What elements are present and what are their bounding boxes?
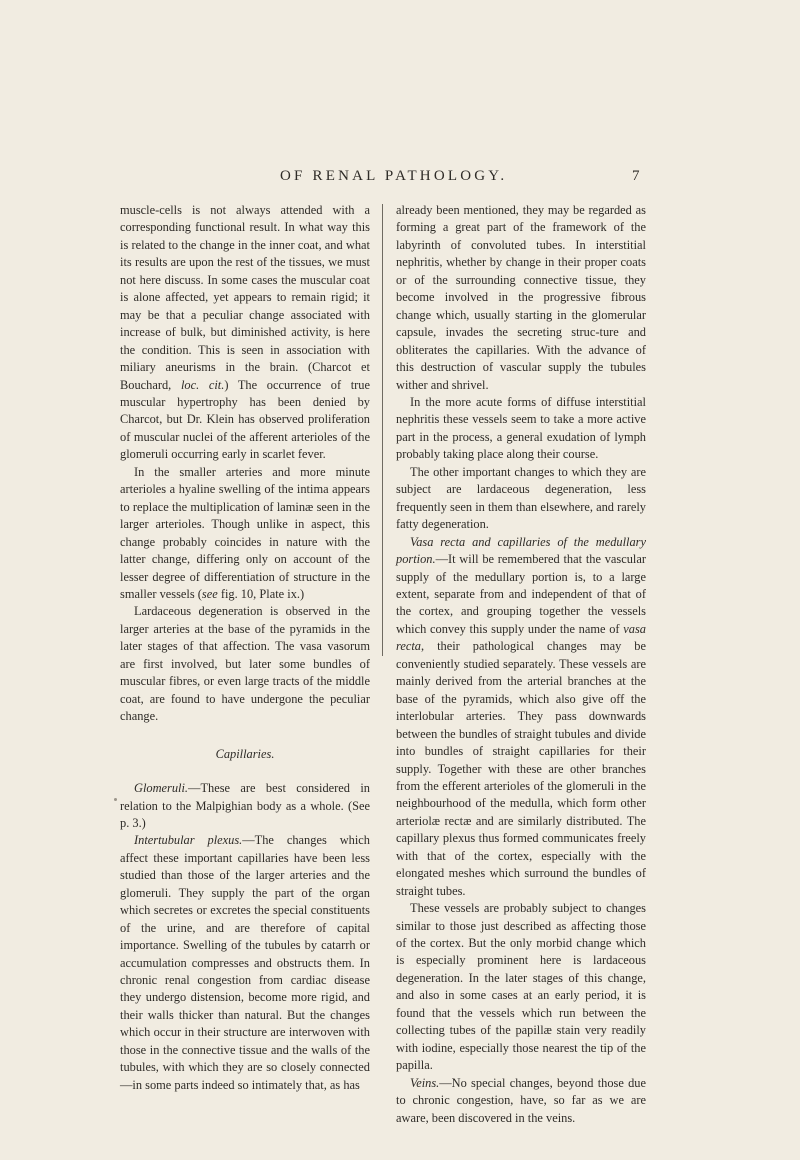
right-column	[396, 202, 646, 1127]
paragraph: These vessels are probably subject to changes similar to those just described as affecting those of the cortex. But the only morbid change which is especially prominent here is lardaceous degeneration. In the later stages of this change, and also in some cases at an early period, it is found that the vessels which run between the collecting tubes of the papillæ stain very readily with iodine, especially those nearest the tip of the papilla.	[396, 901, 646, 1073]
paragraph: In the more acute forms of diffuse interstitial nephritis these vessels seem to take a more active part in the process, a general exudation of lymph probably taking place along their course.	[396, 394, 646, 462]
page-number: 7	[632, 168, 643, 184]
running-header	[0, 168, 800, 188]
left-column	[120, 202, 370, 1094]
paragraph: In the smaller arteries and more minute arterioles a hyaline swelling of the intima appears to replace the multiplication of laminæ seen in the larger arterioles. Though unlike in aspect, this change probably coincides in nature with the latter change, differing only on account of the lesser degree of differentiation of structure in the smaller vessels (see fig. 10, Plate ix.)	[120, 464, 370, 601]
running-title: OF RENAL PATHOLOGY.	[280, 168, 508, 184]
paragraph: already been mentioned, they may be regarded as forming a great part of the framework of the labyrinth of convoluted tubes. In interstitial nephritis, whether by change in their proper coats or of the surrounding connective tissue, they become involved in the progressive fibrous change which, usually starting in the glomerular capsule, invades the secreting struc-ture and obliterates the capillaries. With the advance of this destruction of vascular supply the tubules wither and shrivel.	[396, 203, 646, 392]
paragraph: The other important changes to which they are subject are lardaceous degeneration, less frequently seen in them than elsewhere, and rarely fatty degeneration.	[396, 464, 646, 532]
paragraph: Intertubular plexus.—The changes which affect these important capillaries have been less studied than those of the larger arteries and the glomeruli. They supply the part of the organ which secretes or excretes the special constituents of the urine, and are therefore of capital importance. Swelling of the tubules by catarrh or accumulation compresses and obstructs them. In chronic renal congestion from cardiac disease they undergo distension, become more rigid, and their walls thicker than natural. But the changes which occur in their structure are interwoven with those in the connective tissue and the walls of the tubules, with which they are so closely connected—in some parts indeed so intimately that, as has	[120, 833, 370, 1092]
paragraph: Lardaceous degeneration is observed in the larger arteries at the base of the pyramids in the later stages of that affection. The vasa vasorum are first involved, but later some bundles of muscular fibres, or even large tracts of the middle coat, are found to have undergone the peculiar change.	[120, 604, 370, 724]
paragraph: Glomeruli.—These are best considered in relation to the Malpighian body as a whole. (See p. 3.)	[120, 781, 370, 830]
print-mark	[114, 798, 117, 801]
paragraph: Veins.—No special changes, beyond those due to chronic congestion, have, so far as we are aware, been discovered in the veins.	[396, 1075, 646, 1125]
section-heading: Capillaries.	[215, 746, 275, 761]
column-divider	[382, 204, 383, 656]
paragraph: muscle-cells is not always attended with a corresponding functional result. In what way this is related to the change in the inner coat, and what its results are upon the rest of the tissues, we must not here discuss. In some cases the muscular coat is alone affected, yet appears to remain rigid; it may be that a peculiar change associated with increase of bulk, but diminished activity, is here the condition. This is seen in association with miliary aneurisms in the brain. (Charcot et Bouchard, loc. cit.) The occurrence of true muscular hypertrophy has been denied by Charcot, but Dr. Klein has observed proliferation of muscular nuclei of the afferent arterioles of the glomeruli occurring early in scarlet fever.	[120, 203, 370, 462]
paragraph: Vasa recta and capillaries of the medullary portion.—It will be remembered that the vascular supply of the medullary portion is, to a large extent, separate from and independent of that of the cortex, and grouping together the vessels which convey this supply under the name of vasa recta, their pathological changes may be conveniently studied separately. These vessels are mainly derived from the arterial branches at the base of the pyramids, which also give off the interlobular arteries. They pass downwards between the bundles of straight tubules and divide into bundles of straight capillaries for their supply. Together with these are other branches from the efferent arterioles of the glomeruli in the neighbourhood of the medulla, which form other arteriolæ rectæ and are similarly distributed. The capillary plexus thus formed communicates freely with that of the cortex, especially with the elongated meshes which surround the bundles of straight tubes.	[396, 534, 646, 898]
